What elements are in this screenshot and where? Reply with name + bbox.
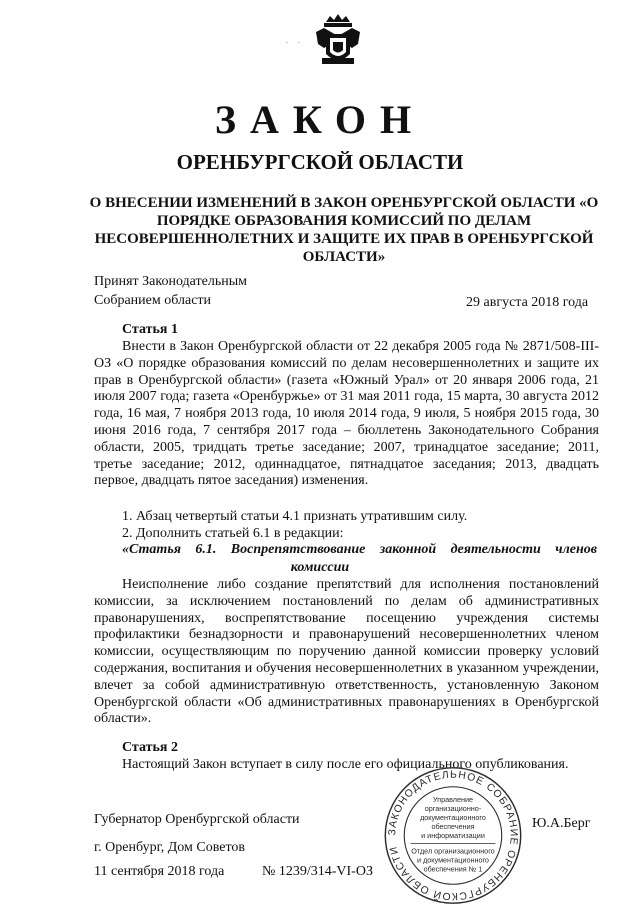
document-title: ЗАКОН (214, 97, 426, 142)
coat-of-arms-icon (312, 14, 364, 70)
governor-name: Ю.А.Берг (532, 816, 591, 831)
adopted-date: 29 августа 2018 года (466, 295, 589, 310)
article-1-item-1: 1. Абзац четвертый статьи 4.1 признать утратившим силу. (122, 509, 468, 524)
document-subtitle: О ВНЕСЕНИИ ИЗМЕНЕНИЙ В ЗАКОН ОРЕНБУРГСКОЙ ОБЛАСТИ «О ПОРЯДКЕ ОБРАЗОВАНИЯ КОМИССИЙ ПО ДЕЛАМ НЕСОВЕРШЕННОЛЕТНИХ И ЗАЩИТЕ ИХ ПРАВ В ОРЕНБУРГСКОЙ ОБЛАСТИ» (89, 195, 599, 265)
official-stamp (376, 766, 530, 905)
stamp-inner-line: Отдел организационного (411, 846, 495, 856)
article-2-heading: Статья 2 (122, 740, 178, 755)
article-2-text: Настоящий Закон вступает в силу после его официального опубликования. (122, 757, 569, 772)
adopted-line-2: Собранием области (94, 293, 212, 308)
new-article-heading-line-1: «Статья 6.1. Воспрепятствование законной деятельности членов (122, 542, 597, 557)
stamp-inner-line: и документационного (417, 855, 489, 865)
adopted-line-1: Принят Законодательным (94, 274, 247, 289)
signing-place: г. Оренбург, Дом Советов (94, 840, 245, 855)
stamp-inner-line: обеспечения № 1 (423, 864, 483, 874)
new-article-text: Неисполнение либо создание препятствий для исполнения постановлений комиссии, за исключением постановлений по делам об административных правонарушениях, воспрепятствование посещению учреждения системы профилактики безнадзорности и правонарушений несовершеннолетних членом комиссии, осуществляющим по поручению данной комиссии проверку условий содержания, воспитания и обучения несовершеннолетних в указанном учреждении, влечет за собой административную ответственность, установленную Законом Оренбургской области «Об административных правонарушениях в Оренбургской области». (94, 577, 599, 727)
document-region: ОРЕНБУРГСКОЙ ОБЛАСТИ (176, 150, 464, 174)
article-1-item-2: 2. Дополнить статьей 6.1 в редакции: (122, 526, 344, 541)
law-number: № 1239/314-VI-ОЗ (262, 864, 373, 879)
stamp-inner-line: обеспечения (431, 822, 475, 832)
governor-title: Губернатор Оренбургской области (94, 812, 300, 827)
signing-date: 11 сентября 2018 года (94, 864, 225, 879)
scan-dots: . . (286, 36, 304, 45)
article-1-intro: Внести в Закон Оренбургской области от 22 декабря 2005 года № 2871/508-III-ОЗ «О порядке образования комиссий по делам несовершеннолетних и защите их прав в Оренбургской области» (газета «Южный Урал» от 20 января 2006 года, 21 июля 2007 года; газета «Оренбуржье» от 31 мая 2011 года, 15 марта, 30 августа 2012 года, 16 мая, 7 ноября 2013 года, 10 июля 2014 года, 9 июля, 5 ноября 2015 года, 30 июня 2016 года, 7 сентября 2017 года – бюллетень Законодательного Собрания области, 2005, тридцать третье заседание; 2007, тринадцатое заседание; 2011, третье заседание; 2012, одиннадцатое, пятнадцатое заседания; 2013, двадцать первое, двадцать пятое заседания) изменения. (94, 339, 599, 489)
stamp-inner-line: документационного (420, 813, 486, 823)
stamp-ring-text: ЗАКОНОДАТЕЛЬНОЕ СОБРАНИЕ ОРЕНБУРГСКОЙ ОБЛАСТИ (387, 769, 519, 902)
stamp-inner-line: Управление (432, 795, 474, 805)
stamp-inner-line: организационно- (424, 804, 482, 814)
new-article-heading-line-2: комиссии (290, 560, 350, 575)
adopted-block (94, 272, 247, 310)
article-1-heading: Статья 1 (122, 322, 178, 337)
stamp-inner-line: и информатизации (421, 831, 485, 841)
